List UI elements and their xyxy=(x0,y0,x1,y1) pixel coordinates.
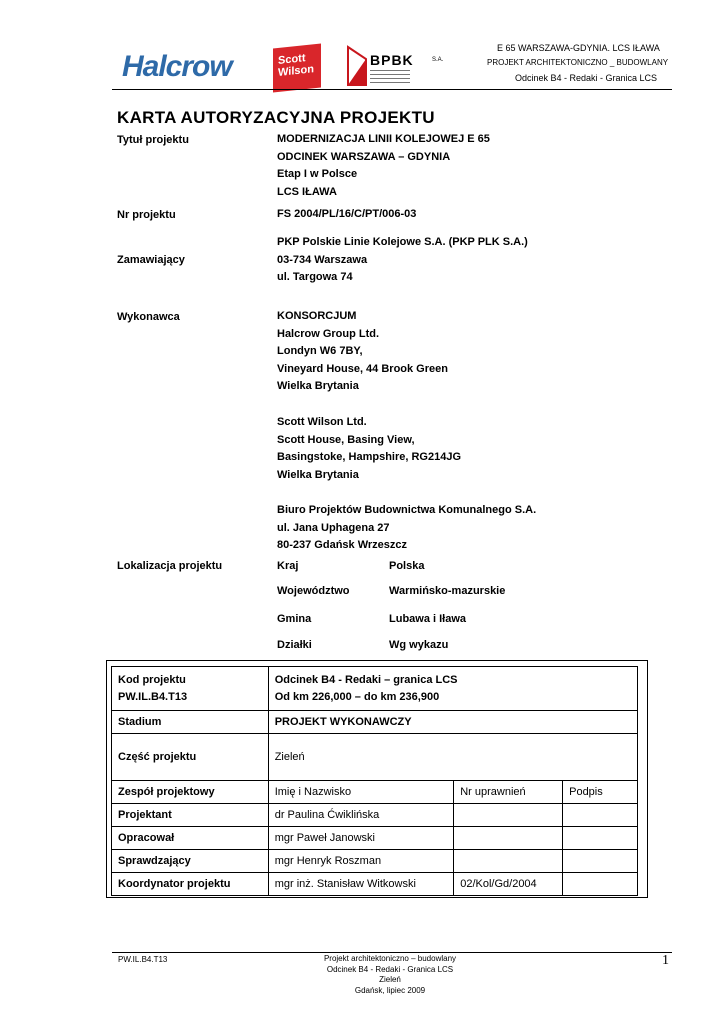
wykonawca-group-1 xyxy=(277,308,448,396)
lokalizacja-label: Lokalizacja projektu xyxy=(117,560,223,572)
role-cell: Projektant xyxy=(112,804,269,827)
wojewodztwo-value: Warmińsko-mazurskie xyxy=(389,585,506,597)
bpbk-logo-fineprint xyxy=(370,68,410,83)
kod-cell xyxy=(112,667,269,711)
tytul-line: Etap I w Polsce xyxy=(277,168,358,180)
tytul-line: MODERNIZACJA LINII KOLEJOWEJ E 65 xyxy=(277,133,490,145)
table-row xyxy=(112,804,638,827)
nr-cell: 02/Kol/Gd/2004 xyxy=(454,873,563,896)
footer-line: Gdańsk, lipiec 2009 xyxy=(354,985,426,995)
role-cell: Koordynator projektu xyxy=(112,873,269,896)
stadium-value: PROJEKT WYKONAWCZY xyxy=(268,711,637,734)
podpis-cell xyxy=(563,827,638,850)
wykonawca-line: 80-237 Gdańsk Wrzeszcz xyxy=(277,539,408,551)
scott-wilson-logo xyxy=(273,43,321,92)
header-rule xyxy=(112,89,672,90)
tytul-line: LCS IŁAWA xyxy=(277,185,337,198)
wykonawca-line: Scott House, Basing View, xyxy=(277,433,415,446)
wykonawca-group-3 xyxy=(277,502,536,555)
wykonawca-line: Wielka Brytania xyxy=(277,468,359,481)
nr-cell xyxy=(454,827,563,850)
footer-line: Projekt architektoniczno – budowlany xyxy=(323,954,457,963)
header-line-1: E 65 WARSZAWA-GDYNIA. LCS IŁAWA xyxy=(497,43,660,53)
role-cell: Opracował xyxy=(112,827,269,850)
table-row xyxy=(112,734,638,781)
col-nr-header: Nr uprawnień xyxy=(454,781,563,804)
wykonawca-line: Halcrow Group Ltd. xyxy=(277,327,380,340)
nr-cell xyxy=(454,850,563,873)
table-row xyxy=(112,711,638,734)
tytul-line: ODCINEK WARSZAWA – GDYNIA xyxy=(277,150,451,163)
wykonawca-line: KONSORCJUM xyxy=(277,310,357,322)
footer-line: Zieleń xyxy=(379,975,401,984)
col-name-header: Imię i Nazwisko xyxy=(268,781,454,804)
odcinek-line: Od km 226,000 – do km 236,900 xyxy=(274,690,440,703)
odcinek-line: Odcinek B4 - Redaki – granica LCS xyxy=(274,673,458,686)
podpis-cell xyxy=(563,804,638,827)
stadium-label: Stadium xyxy=(112,711,269,734)
table-row xyxy=(112,850,638,873)
dzialki-value: Wg wykazu xyxy=(389,639,449,651)
odcinek-cell xyxy=(268,667,637,711)
page-title: KARTA AUTORYZACYJNA PROJEKTU xyxy=(117,108,435,127)
tytul-value xyxy=(277,131,490,201)
wykonawca-line: ul. Jana Uphagena 27 xyxy=(277,521,390,534)
bpbk-emblem-icon xyxy=(346,45,368,87)
wykonawca-line: Londyn W6 7BY, xyxy=(277,345,363,357)
kod-value: PW.IL.B4.T13 xyxy=(118,690,188,703)
page-number: 1 xyxy=(662,953,669,968)
wykonawca-line: Wielka Brytania xyxy=(277,380,359,392)
wykonawca-group-2 xyxy=(277,414,461,484)
name-cell: mgr Henryk Roszman xyxy=(268,850,454,873)
czesc-label: Część projektu xyxy=(112,734,269,781)
table-row xyxy=(112,827,638,850)
wykonawca-line: Basingstoke, Hampshire, RG214JG xyxy=(277,451,462,463)
table-row xyxy=(112,667,638,711)
zamawiajacy-line: 03-734 Warszawa xyxy=(277,253,368,266)
podpis-cell xyxy=(563,850,638,873)
scott-logo-line1: Scott xyxy=(278,52,306,67)
wykonawca-line: Vineyard House, 44 Brook Green xyxy=(277,362,448,375)
footer-rule xyxy=(112,952,672,953)
footer-info xyxy=(290,954,490,996)
header-line-2: PROJEKT ARCHITEKTONICZNO _ BUDOWLANY xyxy=(487,58,669,67)
zamawiajacy-label: Zamawiający xyxy=(117,254,185,266)
role-cell: Sprawdzający xyxy=(112,850,269,873)
zespol-label: Zespół projektowy xyxy=(112,781,269,804)
scott-logo-line2: Wilson xyxy=(278,63,314,79)
col-podpis-header: Podpis xyxy=(563,781,638,804)
gmina-label: Gmina xyxy=(277,613,312,625)
name-cell: mgr inż. Stanisław Witkowski xyxy=(268,873,454,896)
halcrow-logo: Halcrow xyxy=(122,50,232,83)
header-line-3: Odcinek B4 - Redaki - Granica LCS xyxy=(515,73,658,83)
bpbk-logo: BPBK xyxy=(370,52,414,68)
bpbk-logo-suffix: S.A. xyxy=(432,57,444,63)
kraj-value: Polska xyxy=(389,560,425,572)
tytul-label: Tytuł projektu xyxy=(117,134,189,146)
name-cell: mgr Paweł Janowski xyxy=(268,827,454,850)
wykonawca-label: Wykonawca xyxy=(117,311,180,323)
table-row xyxy=(112,873,638,896)
wojewodztwo-label: Województwo xyxy=(277,585,350,597)
nr-projektu-label: Nr projektu xyxy=(117,209,176,221)
zamawiajacy-value xyxy=(277,234,528,287)
nr-cell xyxy=(454,804,563,827)
gmina-value: Lubawa i Iława xyxy=(389,613,467,625)
footer-line: Odcinek B4 - Redaki - Granica LCS xyxy=(326,964,454,974)
zamawiajacy-line: PKP Polskie Linie Kolejowe S.A. (PKP PLK S.A.) xyxy=(277,236,528,248)
czesc-value: Zieleń xyxy=(268,734,637,781)
dzialki-label: Działki xyxy=(277,639,312,651)
podpis-cell xyxy=(563,873,638,896)
name-cell: dr Paulina Ćwiklińska xyxy=(268,804,454,827)
kraj-label: Kraj xyxy=(277,560,299,572)
kod-label: Kod projektu xyxy=(118,673,186,686)
nr-projektu-value: FS 2004/PL/16/C/PT/006-03 xyxy=(277,208,417,220)
project-table xyxy=(111,666,638,896)
wykonawca-line: Scott Wilson Ltd. xyxy=(277,416,367,428)
footer-code: PW.IL.B4.T13 xyxy=(118,955,168,964)
table-row xyxy=(112,781,638,804)
zamawiajacy-line: ul. Targowa 74 xyxy=(277,271,353,283)
wykonawca-line: Biuro Projektów Budownictwa Komunalnego S.A. xyxy=(277,504,537,516)
